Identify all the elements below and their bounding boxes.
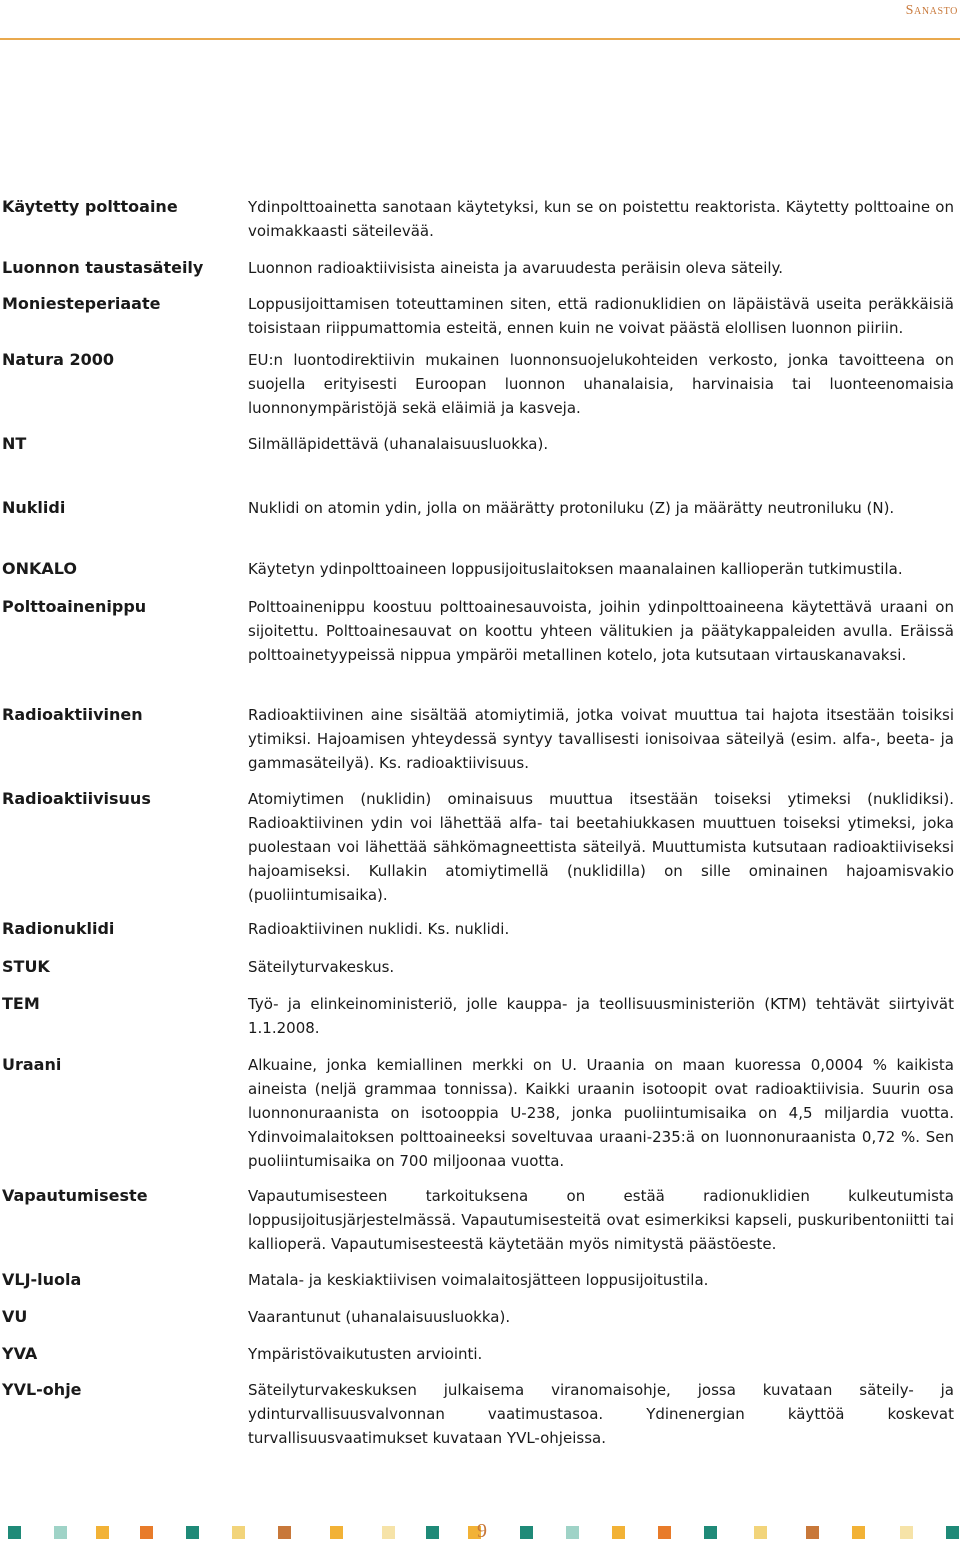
glossary-term: Käytetty polttoaine (2, 197, 178, 216)
decorative-square (566, 1526, 579, 1539)
glossary-term: Radioaktiivinen (2, 705, 143, 724)
decorative-square (96, 1526, 109, 1539)
glossary-definition: Nuklidi on atomin ydin, jolla on määrätty protoniluku (Z) ja määrätty neutroniluku (N). (248, 499, 895, 517)
glossary-term: TEM (2, 994, 40, 1013)
decorative-square (54, 1526, 67, 1539)
glossary-term: ONKALO (2, 559, 77, 578)
decorative-square (140, 1526, 153, 1539)
decorative-square (946, 1526, 959, 1539)
decorative-square (278, 1526, 291, 1539)
glossary-definition: Silmälläpidettävä (uhanalaisuusluokka). (248, 435, 549, 453)
section-title: Sanasto (905, 3, 958, 18)
decorative-square (754, 1526, 767, 1539)
glossary-definition: Alkuaine, jonka kemiallinen merkki on U. Uraania on maan kuoressa 0,0004 % kaikista aineista (neljä grammaa tonnissa). Kaikki uraanin isotoopit ovat radioaktiivisia. Suurin osa luonnonuraanista on isotooppia U-238, jonka puoliintumisaika on 4,5 miljardia vuotta. Ydinvoimalaitoksen polttoaineeksi soveltuvaa uraani-235:ä on luonnonuraanista 0,72 %. Sen puoliintumisaika on 700 miljoonaa vuotta. (248, 1056, 954, 1170)
decorative-square (658, 1526, 671, 1539)
glossary-definition: Vapautumisesteen tarkoituksena on estää radionuklidien kulkeutumista loppusijoitusjärjestelmässä. Vapautumisesteitä ovat esimerkiksi kapseli, puskuribentoniitti tai kallioperä. Vapautumisesteestä käytetään myös nimitystä päästöeste. (248, 1187, 954, 1253)
glossary-definition: Käytetyn ydinpolttoaineen loppusijoituslaitoksen maanalainen kallioperän tutkimustila. (248, 560, 903, 578)
decorative-square (806, 1526, 819, 1539)
decorative-square (382, 1526, 395, 1539)
glossary-term: Luonnon taustasäteily (2, 258, 204, 277)
decorative-square (426, 1526, 439, 1539)
glossary-term: NT (2, 434, 27, 453)
decorative-square (232, 1526, 245, 1539)
decorative-square (612, 1526, 625, 1539)
glossary-term: Moniesteperiaate (2, 294, 161, 313)
glossary-term: VU (2, 1307, 28, 1326)
decorative-square (186, 1526, 199, 1539)
decorative-square (900, 1526, 913, 1539)
glossary-term: Vapautumiseste (2, 1186, 148, 1205)
glossary-term: VLJ-luola (2, 1270, 82, 1289)
glossary-definition: Loppusijoittamisen toteuttaminen siten, että radionuklidien on läpäistävä useita peräkkäisiä toisistaan riippumattomia esteitä, ennen kuin ne voivat päästä elollisen luonnon piiriin. (248, 295, 954, 337)
decorative-square (330, 1526, 343, 1539)
glossary-definition: Atomiytimen (nuklidin) ominaisuus muuttua itsestään toiseksi ytimeksi (nuklidiksi). Radioaktiivinen ydin voi lähettää alfa- tai beetahiukkasen muuttuen toiseksi ytimeksi, joka puolestaan voi lähettää sähkömagneettista säteilyä. Muuttumista kutsutaan radioaktiiviseksi hajoamiseksi. Kullakin atomiytimellä (nuklidilla) on sille ominainen hajoamisvakio (puoliintumisaika). (248, 790, 954, 904)
decorative-square (520, 1526, 533, 1539)
glossary-term: YVA (2, 1344, 38, 1363)
glossary-definition: Säteilyturvakeskuksen julkaisema viranomaisohje, jossa kuvataan säteily- ja ydinturvallisuusvalvonnan vaatimustasoa. Ydinenergian käyttöä koskevat turvallisuusvaatimukset kuvataan YVL-ohjeissa. (248, 1381, 954, 1447)
glossary-definition: Ympäristövaikutusten arviointi. (248, 1345, 483, 1363)
glossary-term: Natura 2000 (2, 350, 115, 369)
glossary-definition: Radioaktiivinen aine sisältää atomiytimiä, jotka voivat muuttua tai hajota itsestään toisiksi ytimiksi. Hajoamisen yhteydessä syntyy tavallisesti ionisoivaa säteilyä (esim. alfa-, beeta- ja gammasäteilyä). Ks. radioaktiivisuus. (248, 706, 954, 772)
decorative-square (852, 1526, 865, 1539)
decorative-square (704, 1526, 717, 1539)
page-number: 9 (477, 1520, 487, 1542)
glossary-term: YVL-ohje (2, 1380, 82, 1399)
glossary-definition: Työ- ja elinkeinoministeriö, jolle kauppa- ja teollisuusministeriön (KTM) tehtävät siirtyivät 1.1.2008. (248, 995, 954, 1037)
glossary-definition: Vaarantunut (uhanalaisuusluokka). (248, 1308, 511, 1326)
glossary-definition: Säteilyturvakeskus. (248, 958, 395, 976)
glossary-definition: Luonnon radioaktiivisista aineista ja avaruudesta peräisin oleva säteily. (248, 259, 784, 277)
glossary-term: Radioaktiivisuus (2, 789, 151, 808)
glossary-term: Uraani (2, 1055, 62, 1074)
glossary-term: Radionuklidi (2, 919, 115, 938)
glossary-definition: Ydinpolttoainetta sanotaan käytetyksi, kun se on poistettu reaktorista. Käytetty polttoaine on voimakkaasti säteilevää. (248, 198, 954, 240)
glossary-definition: Polttoainenippu koostuu polttoainesauvoista, joihin ydinpolttoaineena käytettävä uraani on sijoitettu. Polttoainesauvat on koottu yhteen välitukien ja päätykappaleiden avulla. Eräissä polttoainetyypeissä nippua ympäröi metallinen kotelo, jota kutsutaan virtauskanavaksi. (248, 598, 954, 664)
glossary-definition: EU:n luontodirektiivin mukainen luonnonsuojelukohteiden verkosto, jonka tavoitteena on suojella erityisesti Euroopan luonnon uhanalaisia, harvinaisia tai luonteenomaisia luonnonympäristöjä sekä eläimiä ja kasveja. (248, 351, 954, 417)
glossary-term: Polttoainenippu (2, 597, 147, 616)
glossary-definition: Radioaktiivinen nuklidi. Ks. nuklidi. (248, 920, 510, 938)
header-rule (0, 38, 960, 40)
glossary-term: STUK (2, 957, 50, 976)
decorative-square (8, 1526, 21, 1539)
glossary-term: Nuklidi (2, 498, 66, 517)
glossary-definition: Matala- ja keskiaktiivisen voimalaitosjätteen loppusijoitustila. (248, 1271, 709, 1289)
